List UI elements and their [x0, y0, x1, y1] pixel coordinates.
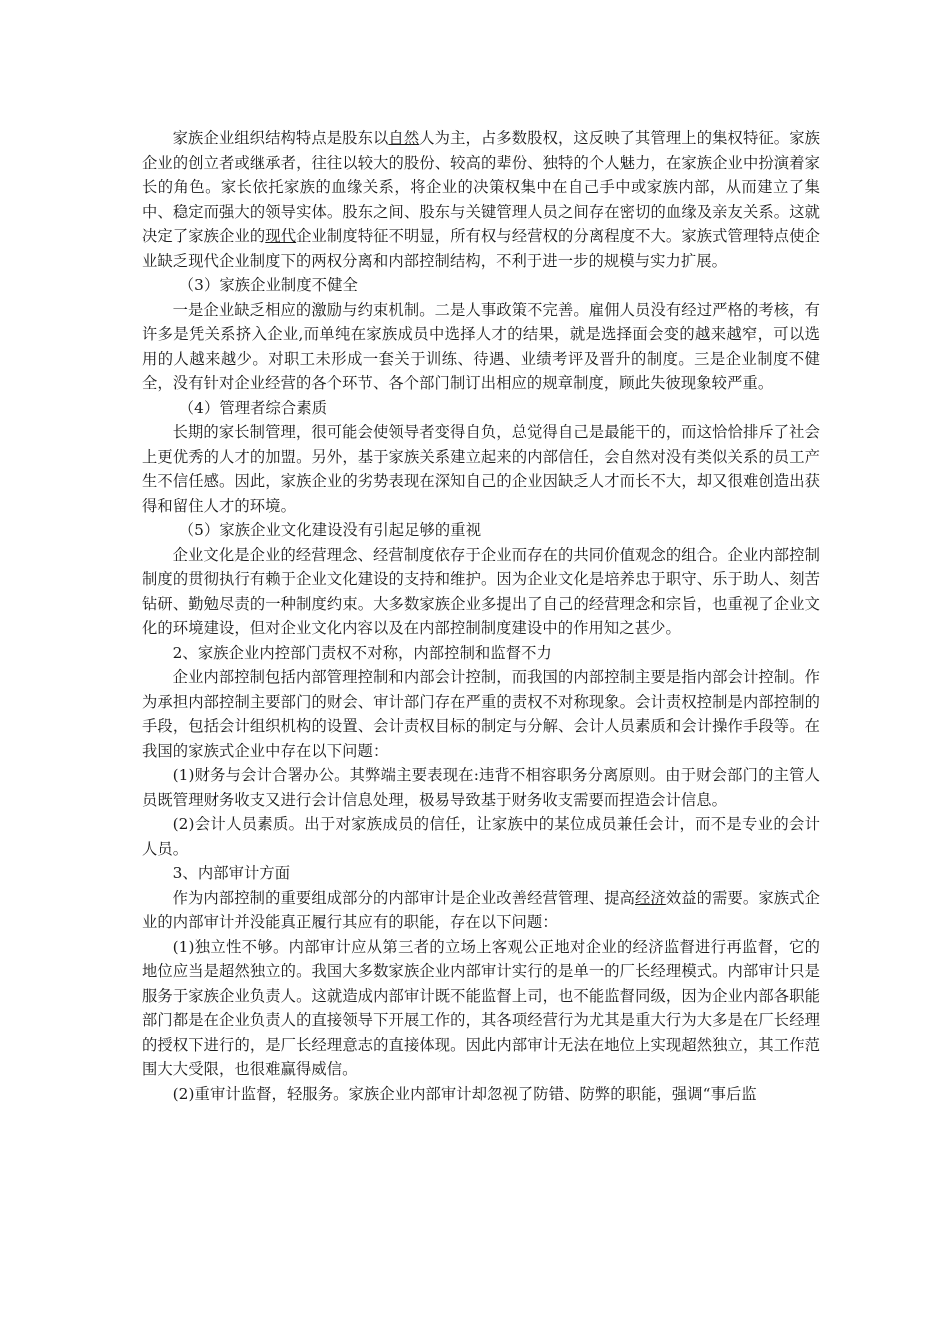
- body-paragraph: [142, 812, 820, 861]
- body-paragraph: [142, 543, 820, 641]
- text-segment: （5）家族企业文化建设没有引起足够的重视: [178, 521, 482, 539]
- text-segment: 效益的需要。家族式企业的内部审计并没能真正履行其应有的职能，存在以下问题：: [142, 888, 820, 931]
- inline-link[interactable]: 经济: [635, 888, 666, 907]
- text-segment: 一是企业缺乏相应的激励与约束机制。二是人事政策不完善。雇佣人员没有经过严格的考核，有许多是凭关系挤入企业,而单纯在家族成员中选择人才的结果，就是选择面会变的越来越窄，可以选用的人越来越少。对职工未形成一套关于训练、待遇、业绩考评及晋升的制度。三是企业制度不健全，没有针对企业经营的各个环节、各个部门制订出相应的规章制度，顾此失彼现象较严重。: [142, 300, 820, 392]
- text-segment: (2)会计人员素质。出于对家族成员的信任，让家族中的某位成员兼任会计，而不是专业的会计人员。: [142, 815, 820, 858]
- text-segment: 作为内部控制的重要组成部分的内部审计是企业改善经营管理、提高: [172, 888, 636, 907]
- section-heading: [142, 273, 820, 298]
- body-paragraph: [142, 1082, 820, 1107]
- text-segment: (2)重审计监督，轻服务。家族企业内部审计却忽视了防错、防弊的职能，强调“事后监: [172, 1084, 757, 1103]
- text-segment: 长期的家长制管理，很可能会使领导者变得自负，总觉得自己是最能干的，而这恰恰排斥了社会上更优秀的人才的加盟。另外，基于家族关系建立起来的内部信任，会自然对没有类似关系的员工产生不信任感。因此，家族企业的劣势表现在深知自己的企业因缺乏人才而长不大，却又很难创造出获得和留住人才的环境。: [142, 423, 820, 515]
- inline-link[interactable]: 自然: [388, 129, 420, 147]
- body-paragraph: [142, 886, 820, 935]
- text-segment: 企业制度特征不明显，所有权与经营权的分离程度不大。家族式管理特点使企业缺乏现代企业制度下的两权分离和内部控制结构，不利于进一步的规模与实力扩展。: [142, 227, 821, 270]
- section-heading: [142, 518, 820, 543]
- text-segment: 企业文化是企业的经营理念、经营制度依存于企业而存在的共同价值观念的组合。企业内部控制制度的贯彻执行有赖于企业文化建设的支持和维护。因为企业文化是培养忠于职守、乐于助人、刻苦钻研、勤勉尽责的一种制度约束。大多数家族企业多提出了自己的经营理念和宗旨，也重视了企业文化的环境建设，但对企业文化内容以及在内部控制制度建设中的作用知之甚少。: [142, 545, 820, 637]
- body-paragraph: [142, 420, 820, 518]
- body-paragraph: [142, 665, 820, 763]
- inline-link[interactable]: 现代: [265, 227, 297, 245]
- text-segment: 3、内部审计方面: [172, 864, 291, 882]
- body-paragraph: [142, 935, 820, 1082]
- text-segment: 家族企业组织结构特点是股东以: [172, 129, 389, 147]
- text-segment: 企业内部控制包括内部管理控制和内部会计控制，而我国的内部控制主要是指内部会计控制。作为承担内部控制主要部门的财会、审计部门存在严重的责权不对称现象。会计责权控制是内部控制的手段，包括会计组织机构的设置、会计责权目标的制定与分解、会计人员素质和会计操作手段等。在我国的家族式企业中存在以下问题：: [142, 668, 820, 760]
- text-segment: (1)财务与会计合署办公。其弊端主要表现在:违背不相容职务分离原则。由于财会部门的主管人员既管理财务收支又进行会计信息处理，极易导致基于财务收支需要而捏造会计信息。: [142, 766, 820, 809]
- body-paragraph: [142, 641, 820, 666]
- body-paragraph: [142, 763, 820, 812]
- text-segment: （4）管理者综合素质: [178, 398, 328, 417]
- body-paragraph: [142, 126, 820, 273]
- text-segment: (1)独立性不够。内部审计应从第三者的立场上客观公正地对企业的经济监督进行再监督，它的地位应当是超然独立的。我国大多数家族企业内部审计实行的是单一的厂长经理模式。内部审计只是服务于家族企业负责人。这就造成内部审计既不能监督上司，也不能监督同级，因为企业内部各职能部门都是在企业负责人的直接领导下开展工作的，其各项经营行为尤其是重大行为大多是在厂长经理的授权下进行的，是厂长经理意志的直接体现。因此内部审计无法在地位上实现超然独立，其工作范围大大受限，也很难赢得威信。: [142, 937, 820, 1078]
- section-heading: [142, 396, 820, 421]
- body-paragraph: [142, 298, 820, 396]
- text-segment: 人为主，占多数股权，这反映了其管理上的集权特征。家族企业的创立者或继承者，往往以较大的股份、较高的辈份、独特的个人魅力，在家族企业中扮演着家长的角色。家长依托家族的血缘关系，将企业的决策权集中在自己手中或家族内部，从而建立了集中、稳定而强大的领导实体。股东之间、股东与关键管理人员之间存在密切的血缘及亲友关系。这就决定了家族企业的: [142, 129, 821, 245]
- body-paragraph: [142, 861, 820, 886]
- text-segment: 2、家族企业内控部门责权不对称，内部控制和监督不力: [172, 643, 552, 662]
- text-segment: （3）家族企业制度不健全: [178, 276, 358, 294]
